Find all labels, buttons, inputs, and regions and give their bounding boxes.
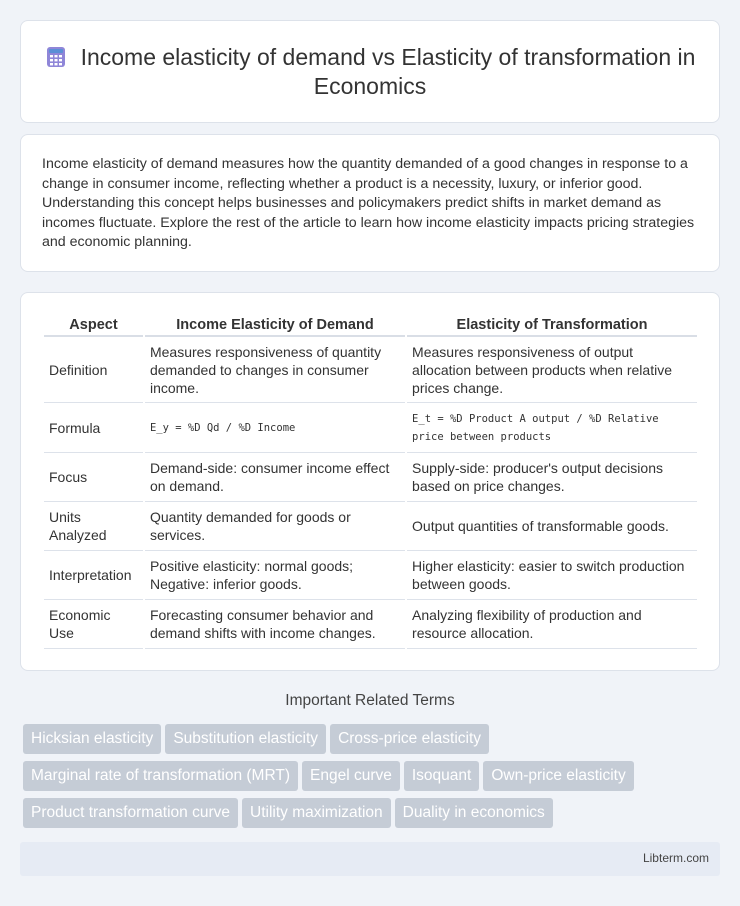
tag-cross-price-elasticity[interactable]: Cross-price elasticity xyxy=(330,724,489,754)
intro-paragraph: Income elasticity of demand measures how the quantity demanded of a good changes in response to a change in consumer income, reflecting whether a product is a necessity, luxury, or inferior good. Understanding this concept helps businesses and policymakers predict shifts in market demand as incomes fluctuate. Explore the rest of the article to learn how income elasticity impacts pricing strategies and economic planning. xyxy=(42,156,695,251)
table-row xyxy=(44,403,697,453)
tag-row xyxy=(23,798,723,835)
transformation-cell: Measures responsiveness of output allocation between products when relative prices change. xyxy=(407,337,697,403)
tag-substitution-elasticity[interactable]: Substitution elasticity xyxy=(165,724,326,754)
transformation-cell: Higher elasticity: easier to switch production between goods. xyxy=(407,551,697,600)
tag-hicksian-elasticity[interactable]: Hicksian elasticity xyxy=(23,724,161,754)
header-aspect: Aspect xyxy=(44,315,143,337)
row-label: Focus xyxy=(44,453,143,502)
footer xyxy=(20,842,720,876)
income-cell: Measures responsiveness of quantity demanded to changes in consumer income. xyxy=(145,337,405,403)
table-row xyxy=(44,453,697,502)
income-cell: Demand-side: consumer income effect on demand. xyxy=(145,453,405,502)
income-formula-cell: E_y = %D Qd / %D Income xyxy=(145,403,405,453)
row-label: Formula xyxy=(44,403,143,453)
comparison-table xyxy=(42,315,699,649)
table-row xyxy=(44,502,697,551)
tag-row xyxy=(23,761,723,798)
income-cell: Positive elasticity: normal goods; Negative: inferior goods. xyxy=(145,551,405,600)
table-row xyxy=(44,337,697,403)
tag-own-price-elasticity[interactable]: Own-price elasticity xyxy=(483,761,633,791)
row-label: Economic Use xyxy=(44,600,143,649)
transformation-cell: Analyzing flexibility of production and resource allocation. xyxy=(407,600,697,649)
header-elasticity-transformation: Elasticity of Transformation xyxy=(407,315,697,337)
header-income-elasticity: Income Elasticity of Demand xyxy=(145,315,405,337)
comparison-card xyxy=(20,292,720,671)
tag-marginal-rate-of-transformation[interactable]: Marginal rate of transformation (MRT) xyxy=(23,761,298,791)
row-label: Interpretation xyxy=(44,551,143,600)
transformation-cell: Output quantities of transformable goods. xyxy=(407,502,697,551)
page-title xyxy=(21,43,719,101)
transformation-cell: Supply-side: producer's output decisions based on price changes. xyxy=(407,453,697,502)
title-card xyxy=(20,20,720,123)
table-header-row xyxy=(44,315,697,337)
income-cell: Forecasting consumer behavior and demand shifts with income changes. xyxy=(145,600,405,649)
tag-isoquant[interactable]: Isoquant xyxy=(404,761,479,791)
table-row xyxy=(44,600,697,649)
tag-engel-curve[interactable]: Engel curve xyxy=(302,761,400,791)
calculator-icon xyxy=(45,46,67,68)
income-cell: Quantity demanded for goods or services. xyxy=(145,502,405,551)
tag-row xyxy=(23,724,723,761)
tag-utility-maximization[interactable]: Utility maximization xyxy=(242,798,391,828)
tag-product-transformation-curve[interactable]: Product transformation curve xyxy=(23,798,238,828)
transformation-formula-cell: E_t = %D Product A output / %D Relative price between products xyxy=(407,403,697,453)
intro-card xyxy=(20,134,720,272)
title-text: Income elasticity of demand vs Elasticity of transformation in Economics xyxy=(80,44,696,99)
row-label: Definition xyxy=(44,337,143,403)
tag-duality-in-economics[interactable]: Duality in economics xyxy=(395,798,553,828)
related-terms-list xyxy=(23,724,723,835)
table-row xyxy=(44,551,697,600)
row-label: Units Analyzed xyxy=(44,502,143,551)
footer-brand[interactable]: Libterm.com xyxy=(642,851,709,865)
related-terms-heading: Important Related Terms xyxy=(285,692,455,709)
